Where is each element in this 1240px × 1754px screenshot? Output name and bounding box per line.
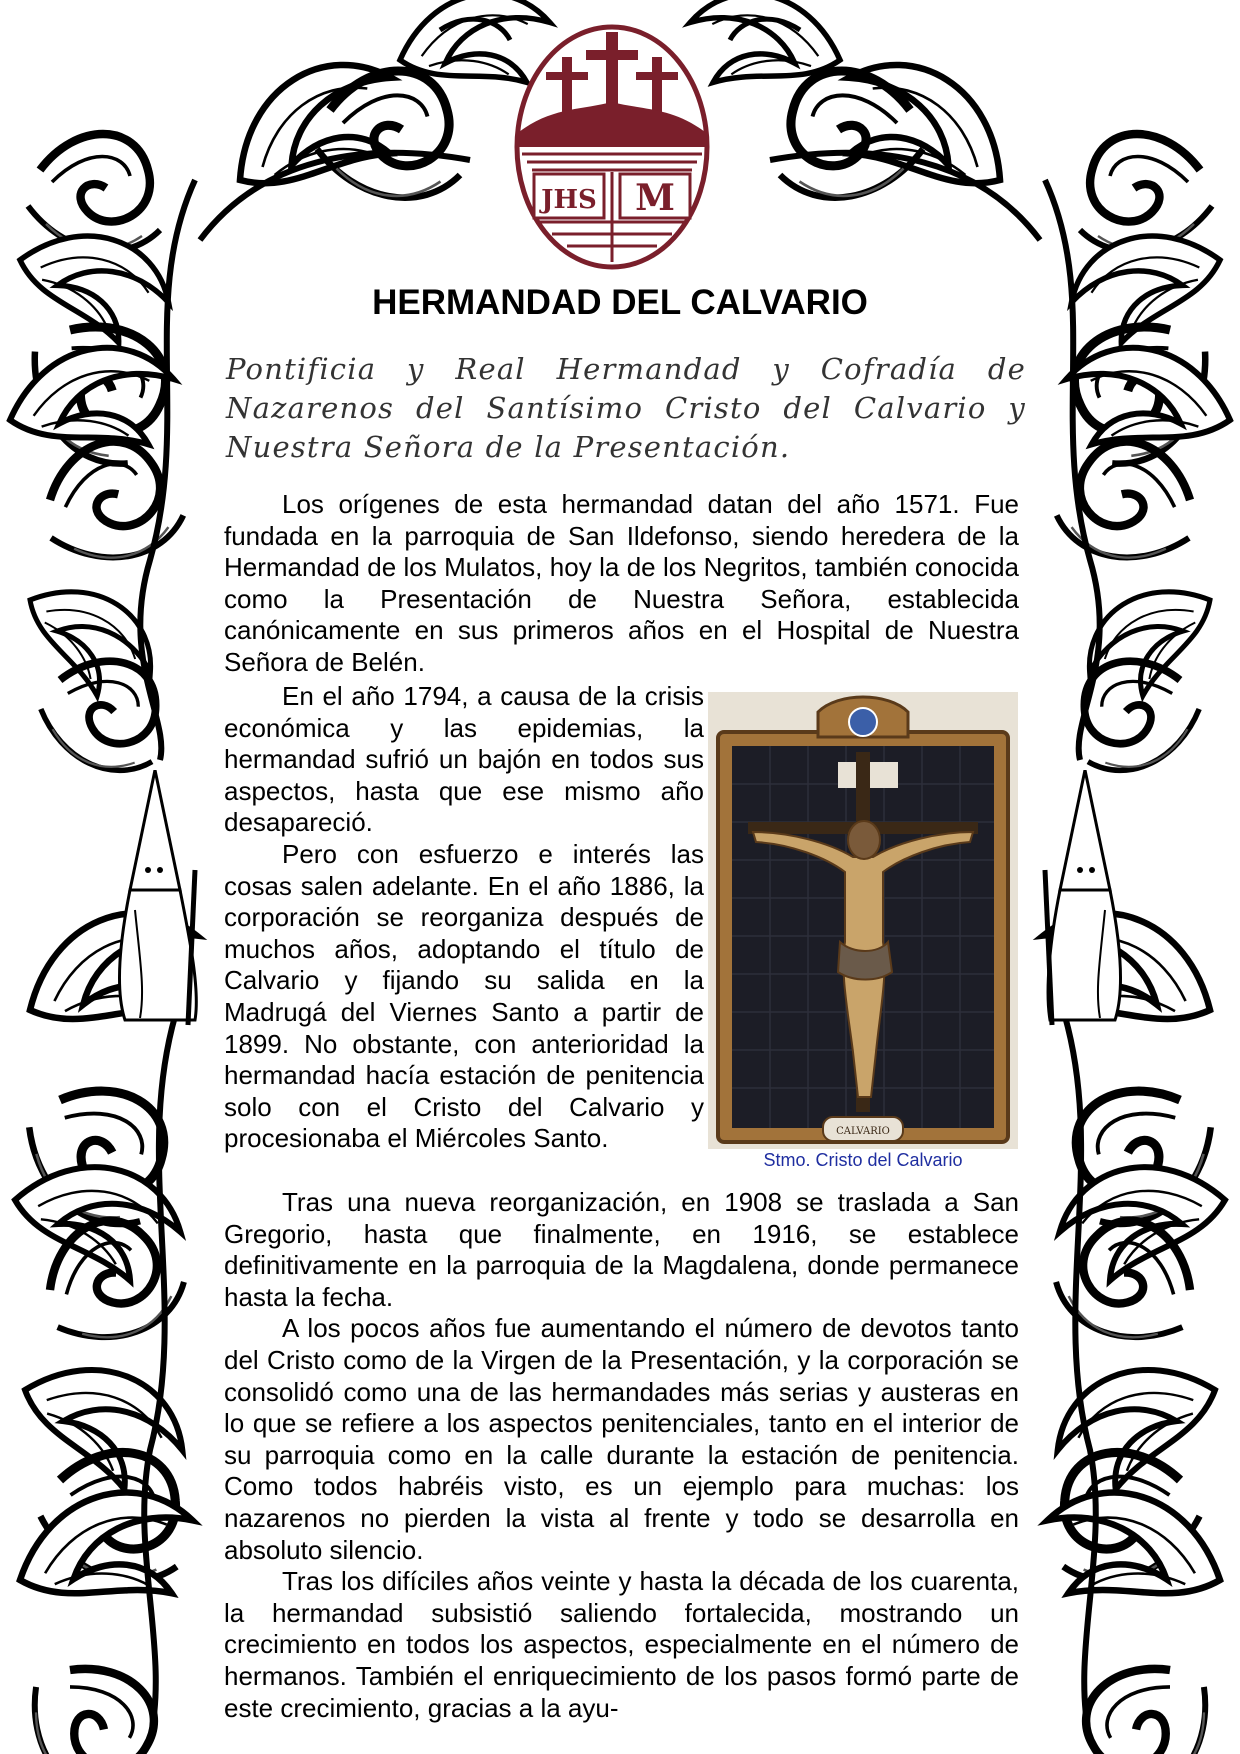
paragraph-growth: Tras los difíciles años veinte y hasta la década de los cuarenta, la hermandad subsistió saliendo fortalecida, mostrando un crecimiento en todos los aspectos, especialmente en el número de hermanos. También el enriquecimiento de los pasos formó parte de este crecimiento, gracias a la ayu- [224, 1566, 1019, 1723]
nazareno-left-icon [110, 770, 220, 1030]
side-text-column [224, 681, 704, 1155]
jhs-monogram: JHS [541, 185, 597, 215]
paragraph-1886: Pero con esfuerzo e interés las cosas salen adelante. En el año 1886, la corporación se reorganiza después de muchos años, adoptando el título de Calvario y fijando su salida en la Madrugá del Viernes Santo a partir de 1899. No obstante, con anterioridad la hermandad hacía estación de penitencia solo con el Cristo del Calvario y procesionaba el Miércoles Santo. [224, 838, 704, 1154]
marian-monogram: M [635, 177, 675, 219]
intro-block [224, 489, 1019, 679]
cristo-calvario-photo [708, 692, 1018, 1149]
page-subtitle: Pontificia y Real Hermandad y Cofradía de Nazarenos del Santísimo Cristo del Calvario y Nuestra Señora de la Presentación. [226, 352, 1026, 464]
brotherhood-crest [512, 22, 712, 272]
page-title: HERMANDAD DEL CALVARIO [372, 283, 868, 322]
photo-plaque-text: CALVARIO [836, 1126, 890, 1137]
photo-caption: Stmo. Cristo del Calvario [763, 1150, 963, 1170]
paragraph-1794: En el año 1794, a causa de la crisis económica y las epidemias, la hermandad sufrió un bajón en todos sus aspectos, hasta que ese mismo año desapareció. [224, 681, 704, 838]
history-block [224, 1187, 1019, 1724]
paragraph-devotion: A los pocos años fue aumentando el número de devotos tanto del Cristo como de la Virgen de la Presentación, y la corporación se consolidó como una de las hermandades más serias y austeras en lo que se refiere a los aspectos penitenciales, tanto en el interior de su parroquia como en la calle durante la estación de penitencia. Como todos habréis visto, es un ejemplo para muchas: los nazarenos no pierden la vista al frente y todo se desarrolla en absoluto silencio. [224, 1313, 1019, 1565]
paragraph-origins: Los orígenes de esta hermandad datan del año 1571. Fue fundada en la parroquia de San Ildefonso, siendo heredera de la Hermandad de los Mulatos, hoy la de los Negritos, también conocida como la Presentación de Nuestra Señora, establecida canónicamente en sus primeros años en el Hospital de Nuestra Señora de Belén. [224, 489, 1019, 677]
paragraph-1908: Tras una nueva reorganización, en 1908 se traslada a San Gregorio, hasta que finalmente, en 1916, se establece definitivamente en la parroquia de la Magdalena, donde permanece hasta la fecha. [224, 1187, 1019, 1312]
nazareno-right-icon [1020, 770, 1130, 1030]
